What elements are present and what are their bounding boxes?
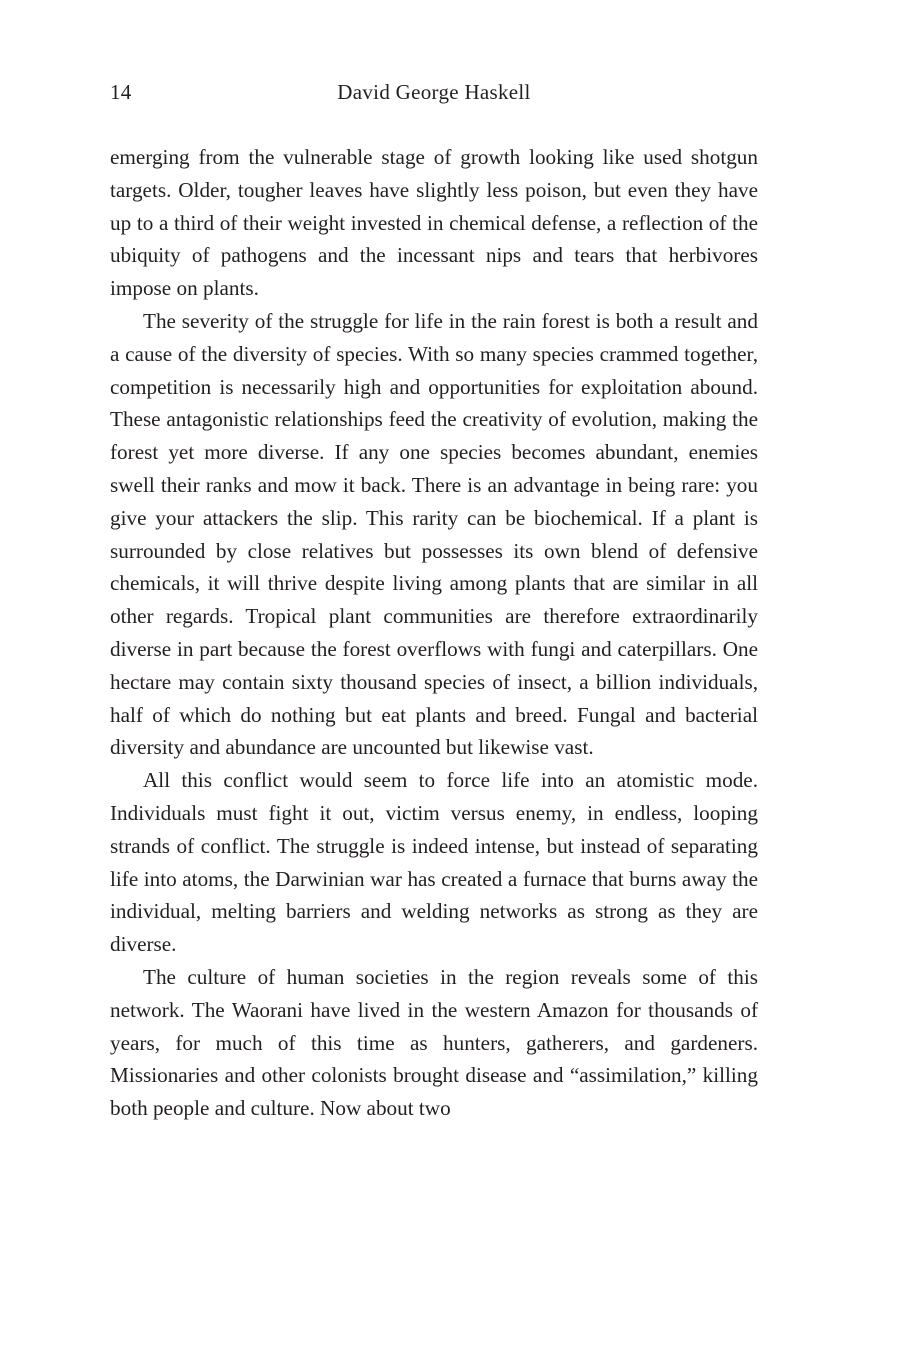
- running-title: David George Haskell: [337, 80, 531, 104]
- paragraph-3: All this conflict would seem to force life into an atomistic mode. Individuals must fight it out, victim versus enemy, in endless, looping strands of conflict. The struggle is indeed intense, but instead of separating life into atoms, the Darwinian war has created a furnace that burns away the individual, melting barriers and welding networks as strong as they are diverse.: [110, 768, 758, 957]
- body-text: [110, 141, 758, 1125]
- paragraph-2: The severity of the struggle for life in the rain forest is both a result and a cause of the diversity of species. With so many species crammed together, competition is necessarily high and opportunities for exploitation abound. These antagonistic relationships feed the creativity of evolution, making the forest yet more diverse. If any one species becomes abundant, enemies swell their ranks and mow it back. There is an advantage in being rare: you give your attackers the slip. This rarity can be biochemical. If a plant is surrounded by close relatives but possesses its own blend of defensive chemicals, it will thrive despite living among plants that are similar in all other regards. Tropical plant communities are therefore extraordinarily diverse in part because the forest overflows with fungi and caterpillars. One hectare may contain sixty thousand species of insect, a billion individuals, half of which do nothing but eat plants and breed. Fungal and bacterial diversity and abundance are uncounted but likewise vast.: [110, 308, 758, 760]
- page-number: 14: [110, 80, 132, 104]
- running-head: [110, 80, 758, 110]
- paragraph-4: The culture of human societies in the region reveals some of this network. The Waorani have lived in the western Amazon for thousands of years, for much of this time as hunters, gatherers, and gardeners. Missionaries and other colonists brought disease and “assimilation,” killing both people and culture. Now about two: [110, 964, 758, 1121]
- paragraph-1: emerging from the vulnerable stage of growth looking like used shotgun targets. Older, tougher leaves have slightly less poison, but even they have up to a third of their weight invested in chemical defense, a reflection of the ubiquity of pathogens and the incessant nips and tears that herbivores impose on plants.: [110, 145, 758, 301]
